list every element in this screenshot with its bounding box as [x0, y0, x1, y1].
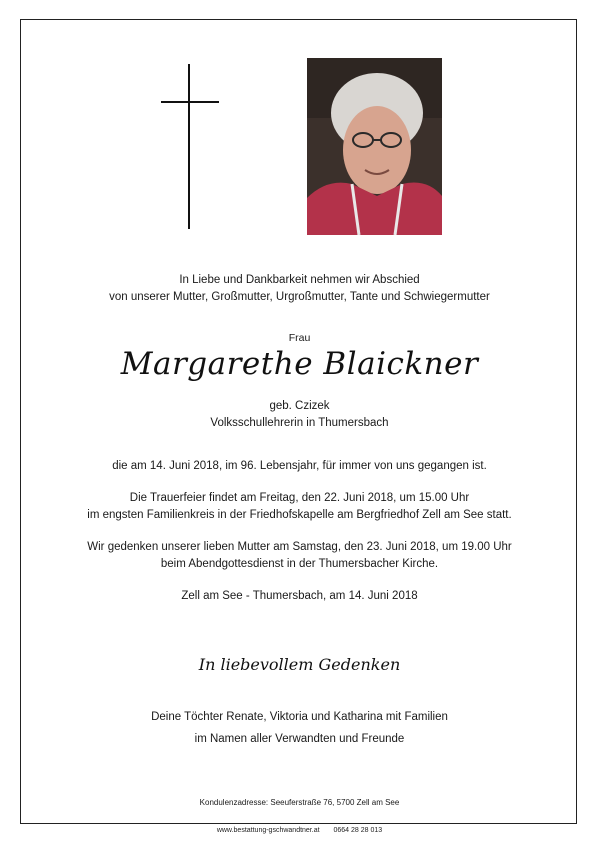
occupation: Volksschullehrerin in Thumersbach	[210, 417, 389, 429]
place-date: Zell am See - Thumersbach, am 14. Juni 2018	[181, 590, 418, 602]
family-line-2: im Namen aller Verwandten und Freunde	[194, 733, 405, 745]
footer	[0, 826, 599, 836]
phone-number: 0664 28 28 013	[333, 827, 383, 834]
portrait-photo	[307, 58, 442, 235]
funeral-line-2: im engsten Familienkreis in der Friedhofskapelle am Bergfriedhof Zell am See statt.	[87, 509, 512, 521]
intro-line-2: von unserer Mutter, Großmutter, Urgroßmutter, Tante und Schwiegermutter	[109, 291, 490, 303]
family-line-1: Deine Töchter Renate, Viktoria und Katharina mit Familien	[151, 711, 448, 723]
salutation: Frau	[288, 332, 311, 344]
maiden-name: geb. Czizek	[269, 400, 330, 412]
website-link[interactable]: www.bestattung-gschwandtner.at	[216, 827, 320, 834]
deceased-name: Margarethe Blaickner	[120, 346, 479, 382]
intro-line-1: In Liebe und Dankbarkeit nehmen wir Abschied	[179, 274, 420, 286]
gedenken-heading: In liebevollem Gedenken	[198, 655, 401, 674]
mass-line-2: beim Abendgottesdienst in der Thumersbacher Kirche.	[160, 558, 439, 570]
funeral-line-1: Die Trauerfeier findet am Freitag, den 22. Juni 2018, um 15.00 Uhr	[129, 492, 470, 504]
condolence-address: Kondulenzadresse: Seeuferstraße 76, 5700 Zell am See	[199, 798, 400, 807]
mass-line-1: Wir gedenken unserer lieben Mutter am Samstag, den 23. Juni 2018, um 19.00 Uhr	[87, 541, 512, 553]
death-line: die am 14. Juni 2018, im 96. Lebensjahr, für immer von uns gegangen ist.	[112, 460, 487, 472]
cross-icon	[161, 64, 219, 229]
